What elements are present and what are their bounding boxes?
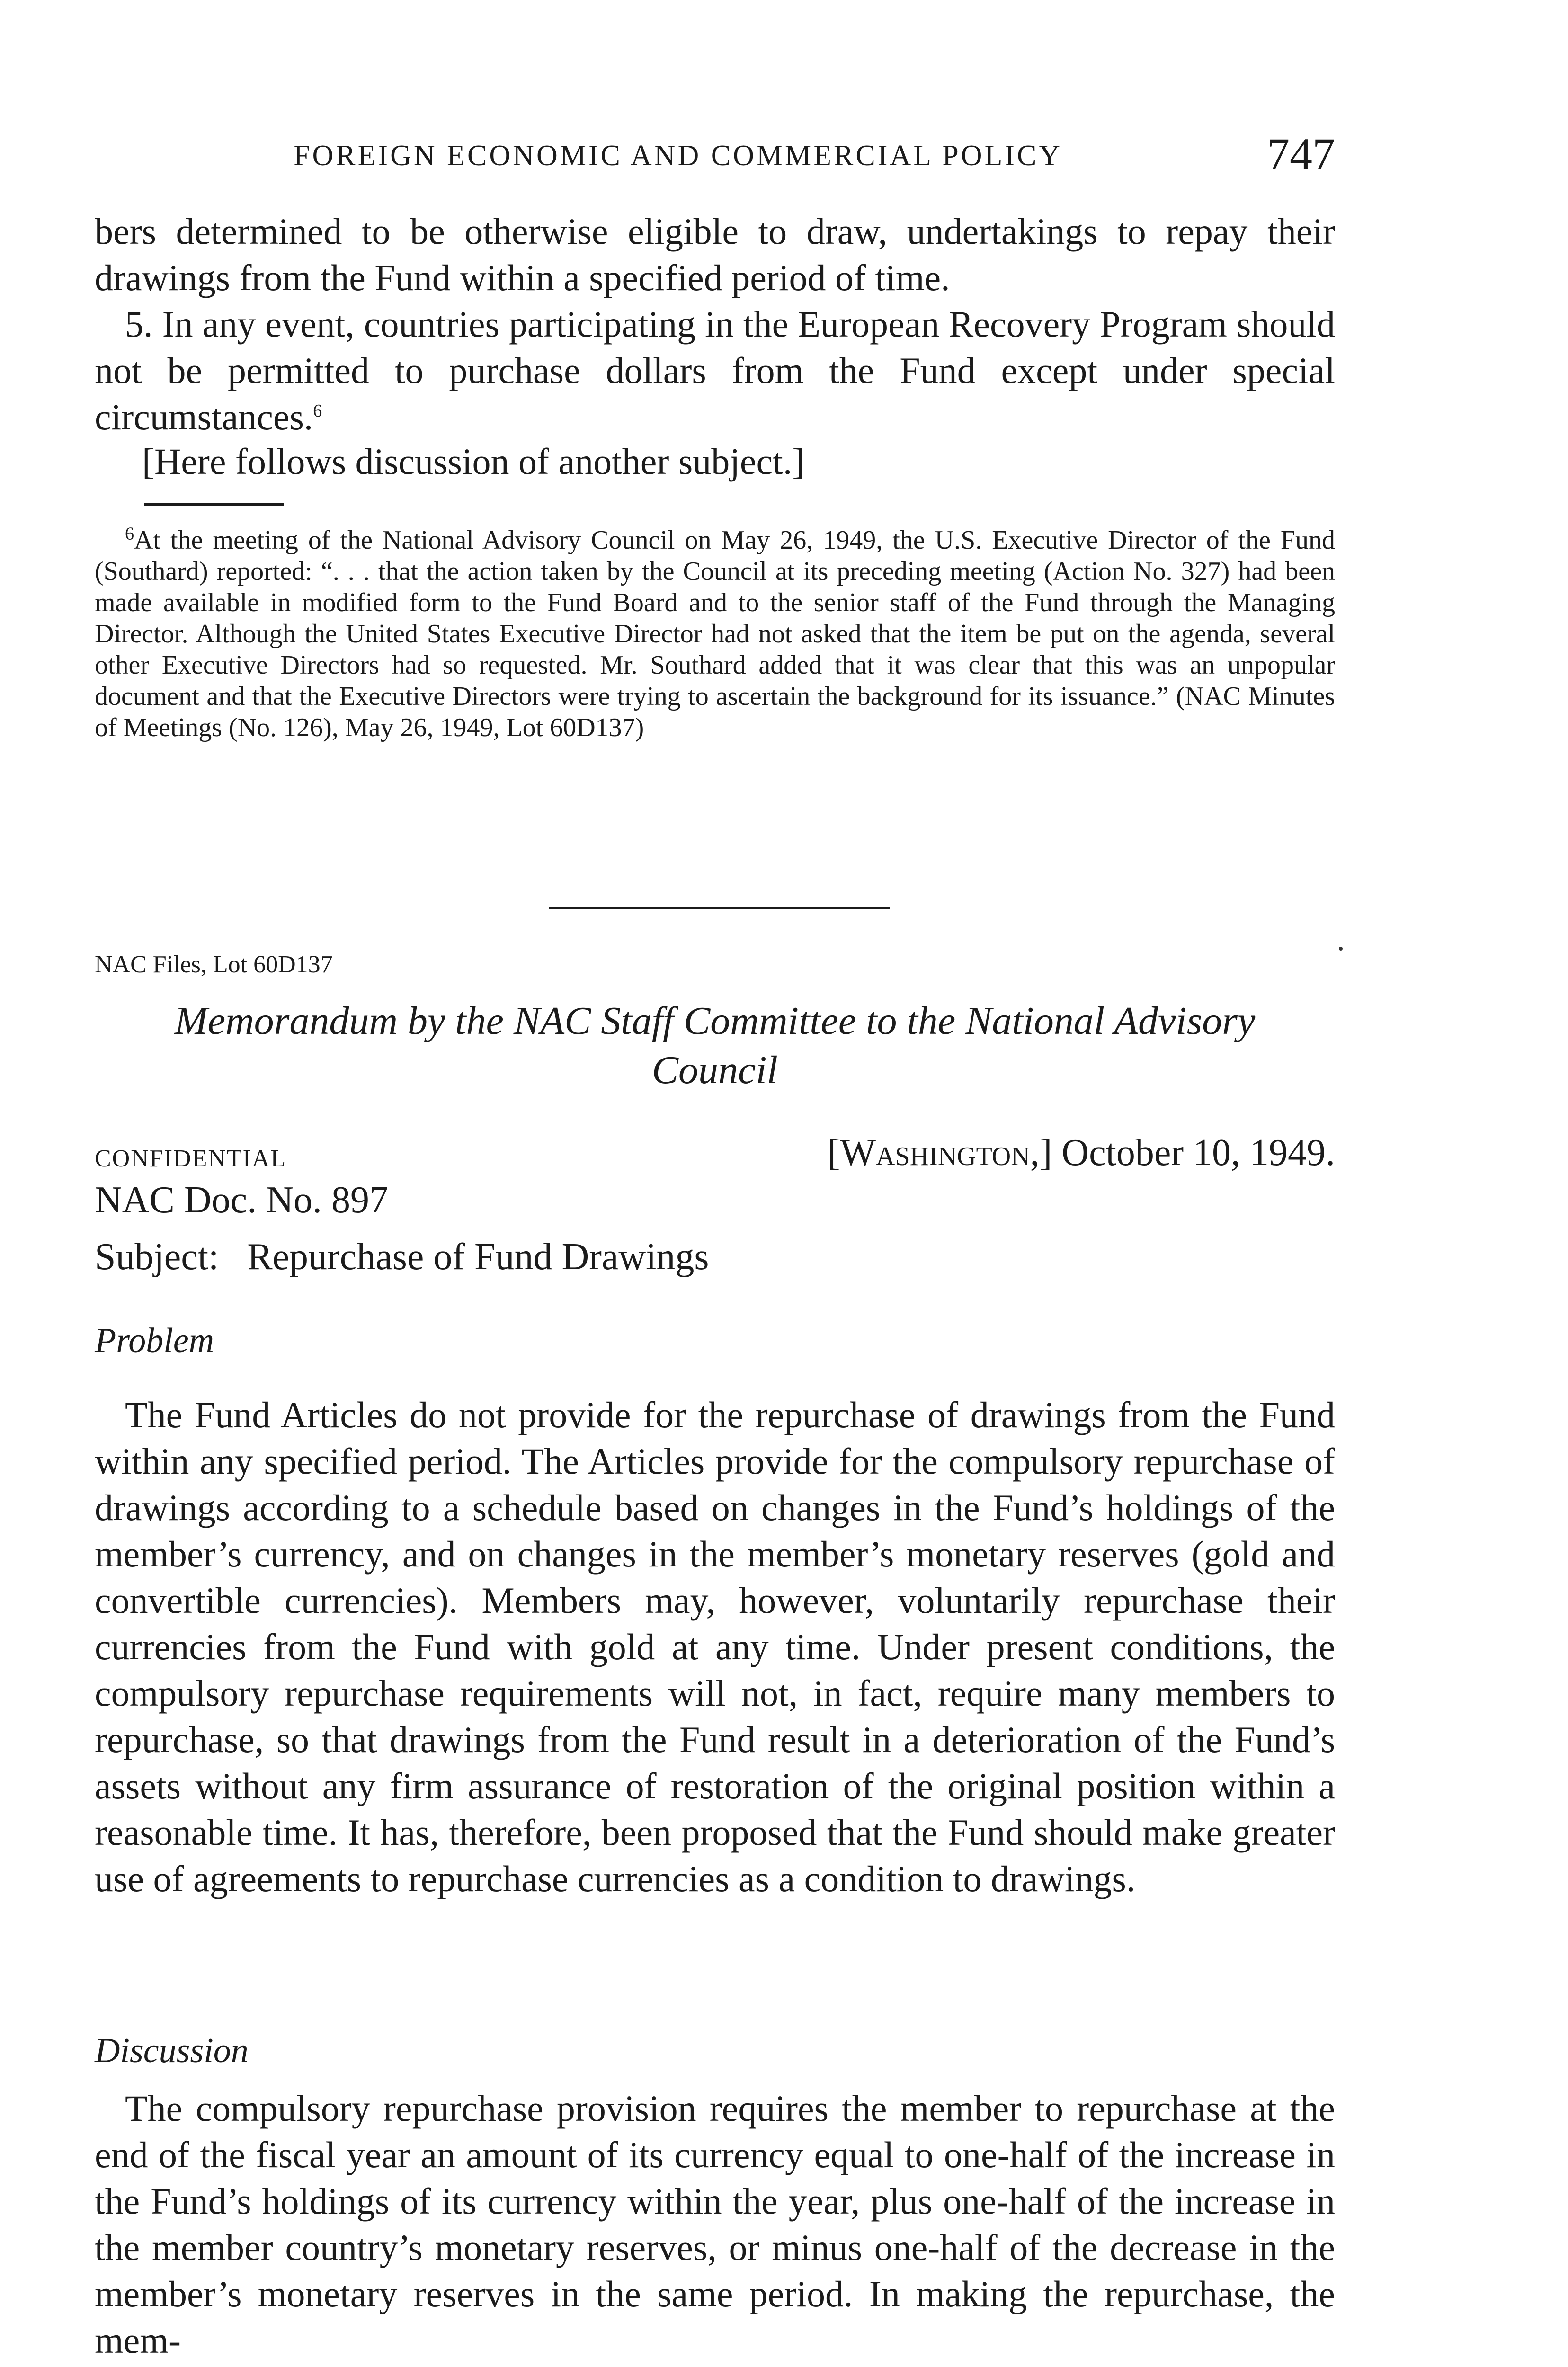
stray-mark xyxy=(1339,947,1343,951)
discussion-heading: Discussion xyxy=(95,2031,249,2070)
continuation-paragraph: bers determined to be otherwise eligible to draw, undertakings to repay their drawings from the Fund within a specified period of time. xyxy=(95,211,1335,298)
footnote-paragraph xyxy=(95,525,1335,743)
footnote xyxy=(95,525,1335,743)
discussion-block xyxy=(95,2085,1335,2364)
running-head xyxy=(95,128,1335,179)
section-divider xyxy=(549,907,890,909)
memo-title xyxy=(95,997,1335,1095)
subject-label: Subject: xyxy=(95,1236,219,1278)
item-5-text: 5. In any event, countries participating in the European Recovery Program should not be permitted to purchase dollars from the Fund except under special circumstances. xyxy=(95,303,1335,437)
problem-block xyxy=(95,1392,1335,1902)
memo-title-line-1: Memorandum by the NAC Staff Committee to the National Advisory xyxy=(174,999,1256,1043)
footnote-rule xyxy=(144,503,284,506)
editorial-note: [Here follows discussion of another subject.] xyxy=(142,441,805,482)
memo-title-line-2: Council xyxy=(652,1048,778,1092)
continuation-block xyxy=(95,208,1335,440)
dateline-date: October 10, 1949. xyxy=(1061,1132,1335,1174)
file-reference: NAC Files, Lot 60D137 xyxy=(95,951,333,978)
dateline xyxy=(828,1131,1335,1175)
subject-line xyxy=(95,1236,709,1279)
page-number: 747 xyxy=(1267,129,1335,179)
footnote-reference: 6 xyxy=(313,401,322,421)
item-5-paragraph xyxy=(95,301,1335,440)
discussion-paragraph: The compulsory repurchase provision requires the member to repurchase at the end of the fiscal year an amount of its currency equal to one-half of the increase in the Fund’s holdings of its currency within the year, plus one-half of the increase in the member country’s monetary reserves, or minus one-half of the decrease in the member’s monetary reserves in the same period. In making the repurchase, the mem- xyxy=(95,2088,1335,2361)
subject-text: Repurchase of Fund Drawings xyxy=(247,1236,709,1278)
footnote-text: At the meeting of the National Advisory Council on May 26, 1949, the U.S. Executive Director of the Fund (Southard) reported: “. . . that the action taken by the Council at its preceding meeting (Action No. 327) had been made available in modified form to the Fund Board and to the senior staff of the Fund through the Managing Director. Although the United States Executive Director had not asked that the item be put on the agenda, several other Executive Directors had so requested. Mr. Southard added that it was clear that this was an unpopular document and that the Executive Directors were trying to ascertain the background for its issuance.” (NAC Minutes of Meetings (No. 126), May 26, 1949, Lot 60D137) xyxy=(95,525,1335,742)
problem-heading: Problem xyxy=(95,1321,214,1360)
problem-paragraph: The Fund Articles do not provide for the repurchase of drawings from the Fund within any specified period. The Articles provide for the compulsory repurchase of drawings according to a schedule based on changes in the Fund’s holdings of the member’s currency, and on changes in the member’s monetary reserves (gold and convertible currencies). Members may, however, voluntarily repurchase their currencies from the Fund with gold at any time. Under present conditions, the compulsory repurchase requirements will not, in fact, require many members to repurchase, so that drawings from the Fund result in a deterioration of the Fund’s assets without any firm assurance of restoration of the original position within a reasonable time. It has, therefore, been proposed that the Fund should make greater use of agreements to repurchase currencies as a condition to drawings. xyxy=(95,1394,1335,1899)
running-title: FOREIGN ECONOMIC AND COMMERCIAL POLICY xyxy=(294,140,1063,172)
classification-label: CONFIDENTIAL xyxy=(95,1145,287,1172)
footnote-mark: 6 xyxy=(125,524,134,544)
dateline-place: [Washington,] xyxy=(827,1132,1052,1174)
document-number: NAC Doc. No. 897 xyxy=(95,1179,388,1221)
